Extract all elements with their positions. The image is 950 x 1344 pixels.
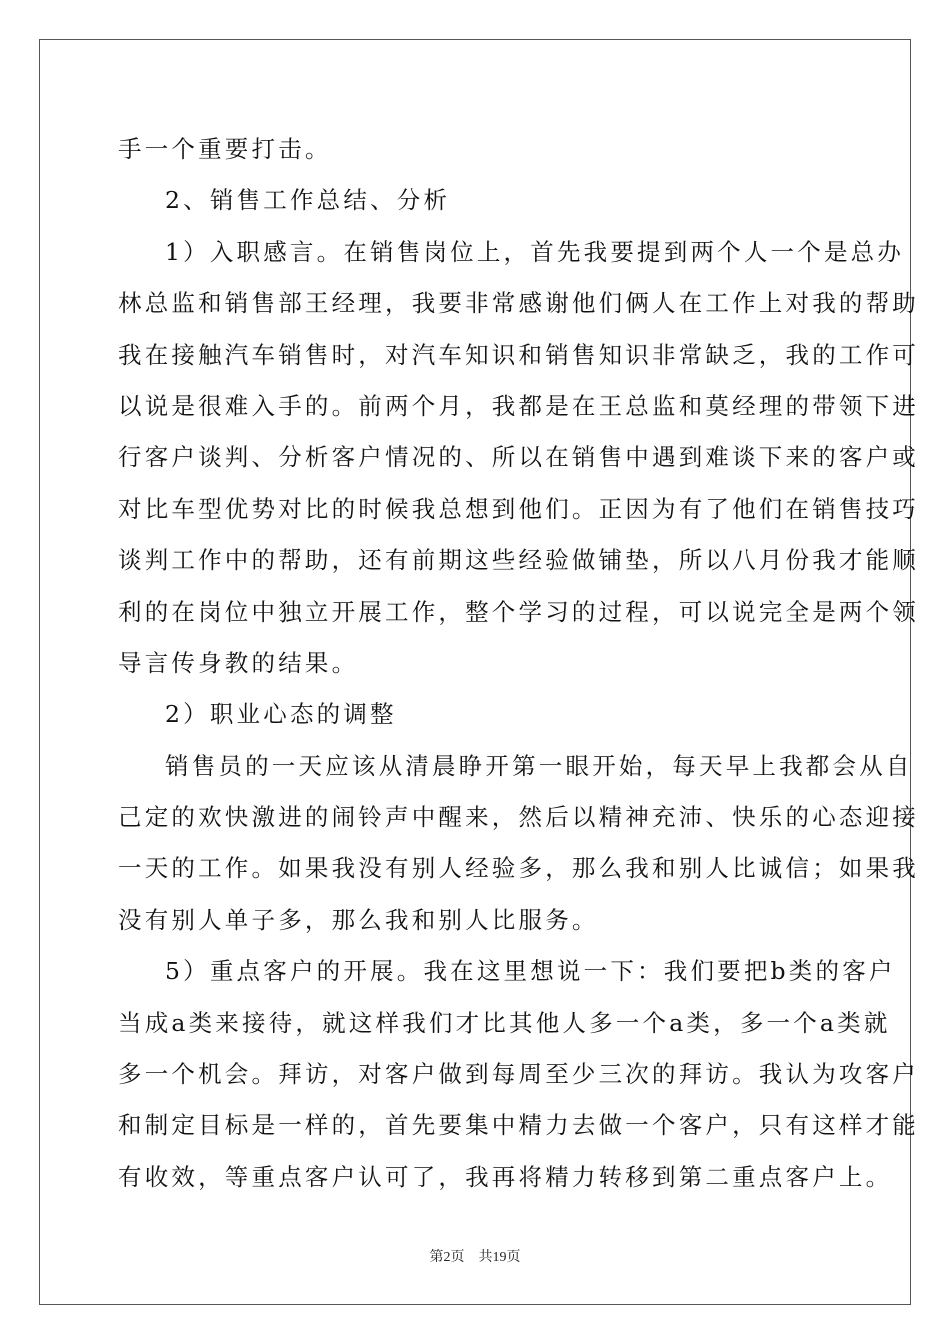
page-total: 共19页	[478, 1250, 521, 1265]
page-footer	[0, 1246, 950, 1266]
text-line: 以说是很难入手的。前两个月，我都是在王总监和莫经理的带领下进	[118, 391, 919, 420]
text-line: 我在接触汽车销售时，对汽车知识和销售知识非常缺乏，我的工作可	[118, 340, 919, 369]
text-line: 林总监和销售部王经理，我要非常感谢他们俩人在工作上对我的帮助	[118, 289, 919, 318]
text-line: 谈判工作中的帮助，还有前期这些经验做铺垫，所以八月份我才能顺	[118, 546, 919, 575]
text-line: 没有别人单子多，那么我和别人比服务。	[118, 905, 599, 934]
text-line: 2、销售工作总结、分析	[165, 186, 451, 215]
text-line: 手一个重要打击。	[118, 135, 332, 163]
text-line: 2）职业心态的调整	[165, 700, 397, 729]
text-line: 行客户谈判、分析客户情况的、所以在销售中遇到难谈下来的客户或	[118, 443, 919, 472]
text-line: 5）重点客户的开展。我在这里想说一下：我们要把b类的客户	[165, 957, 896, 986]
text-line: 1）入职感言。在销售岗位上，首先我要提到两个人一个是总办	[165, 237, 905, 266]
text-line: 和制定目标是一样的，首先要集中精力去做一个客户，只有这样才能	[118, 1111, 919, 1140]
text-line: 利的在岗位中独立开展工作，整个学习的过程，可以说完全是两个领	[118, 597, 919, 626]
text-line: 导言传身教的结果。	[118, 648, 359, 677]
page-number: 第2页	[429, 1250, 465, 1265]
text-line: 对比车型优势对比的时候我总想到他们。正因为有了他们在销售技巧	[118, 494, 919, 523]
text-line: 有收效，等重点客户认可了，我再将精力转移到第二重点客户上。	[118, 1162, 893, 1191]
text-line: 己定的欢快激进的闹铃声中醒来，然后以精神充沛、快乐的心态迎接	[118, 803, 919, 832]
text-line: 当成a类来接待，就这样我们才比其他人多一个a类，多一个a类就	[118, 1008, 891, 1037]
text-line: 销售员的一天应该从清晨睁开第一眼开始，每天早上我都会从自	[165, 751, 913, 780]
document-body	[118, 124, 919, 1203]
text-line: 一天的工作。如果我没有别人经验多，那么我和别人比诚信；如果我	[118, 854, 919, 883]
text-line: 多一个机会。拜访，对客户做到每周至少三次的拜访。我认为攻客户	[118, 1060, 919, 1089]
